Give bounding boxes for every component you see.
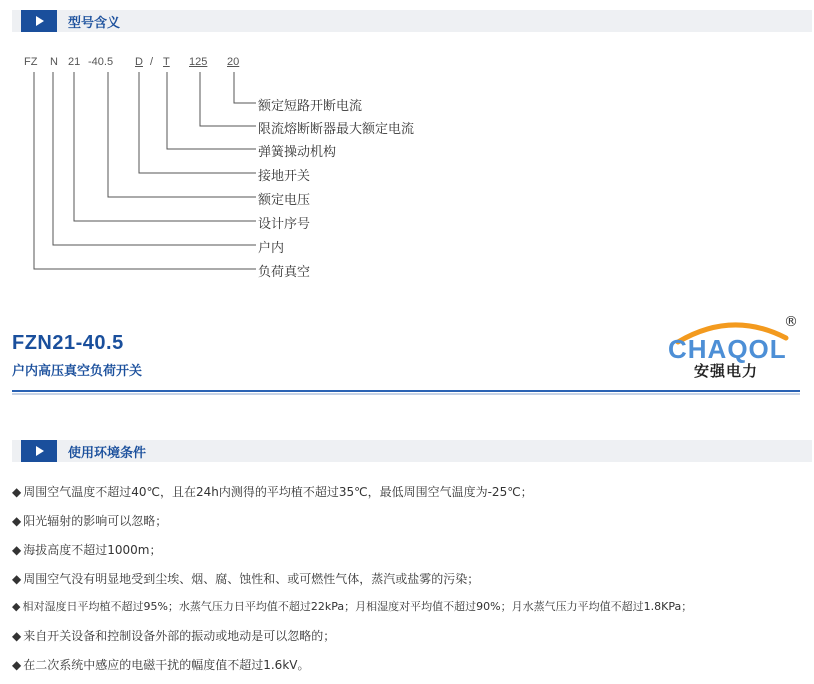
code-d: D — [135, 56, 143, 68]
annotation-earthing-switch: 接地开关 — [258, 169, 311, 184]
divider-shadow — [12, 393, 800, 395]
product-name: 户内高压真空负荷开关 — [12, 364, 143, 379]
bullet-icon: ◆ — [12, 514, 22, 528]
code-slash: / — [150, 56, 154, 68]
bullet-icon: ◆ — [12, 572, 22, 586]
condition-item: ◆ 海拔高度不超过1000m； — [12, 543, 162, 557]
code-t: T — [163, 56, 170, 68]
annotation-indoor: 户内 — [258, 241, 285, 256]
code-fz: FZ — [24, 56, 38, 68]
section-header-conditions — [12, 440, 812, 462]
annotation-design-number: 设计序号 — [258, 217, 311, 232]
logo-text: CHAQOL — [668, 334, 787, 364]
bullet-icon: ◆ — [12, 658, 22, 672]
annotation-breaking-current: 额定短路开断电流 — [258, 99, 363, 114]
annotation-fuse-current: 限流熔断断器最大额定电流 — [258, 122, 415, 137]
section-title: 型号含义 — [68, 16, 121, 31]
condition-item: ◆ 阳光辐射的影响可以忽略； — [12, 514, 168, 528]
code-n: N — [50, 56, 58, 68]
bullet-icon: ◆ — [12, 629, 22, 643]
annotation-spring-mechanism: 弹簧操动机构 — [258, 145, 337, 160]
bullet-icon: ◆ — [12, 485, 22, 499]
condition-item: ◆ 相对湿度日平均植不超过95%；水蒸气压力日平均值不超过22kPa；月相湿度对平均值不超过90%；月水蒸气压力平均值不超过1.8KPa； — [12, 600, 693, 613]
divider — [12, 390, 800, 392]
logo-chinese: 安强电力 — [694, 362, 759, 380]
annotation-load-vacuum: 负荷真空 — [258, 265, 311, 280]
play-icon — [21, 440, 57, 462]
condition-item: ◆ 周围空气温度不超过40℃，且在24h内测得的平均植不超过35℃，最低周围空气温度为-25℃； — [12, 485, 533, 499]
bullet-icon: ◆ — [12, 543, 22, 557]
model-diagram-lines — [0, 0, 814, 300]
code-breaking: 20 — [227, 56, 240, 68]
code-current: 125 — [189, 56, 208, 68]
annotation-rated-voltage: 额定电压 — [258, 193, 311, 208]
product-model: FZN21-40.5 — [12, 332, 124, 354]
condition-item: ◆ 周围空气没有明显地受到尘埃、烟、腐、蚀性和、或可燃性气体，蒸汽或盐雾的污染； — [12, 572, 480, 586]
condition-item: ◆ 在二次系统中感应的电磁干扰的幅度值不超过1.6kV。 — [12, 658, 310, 672]
section-title: 使用环境条件 — [68, 446, 147, 461]
condition-item: ◆ 来自开关设备和控制设备外部的振动或地动是可以忽略的； — [12, 629, 336, 643]
bullet-icon: ◆ — [12, 600, 21, 613]
registered-mark: ® — [784, 314, 798, 330]
brand-logo — [666, 316, 806, 386]
code-series: 21 — [68, 56, 81, 68]
code-voltage: -40.5 — [88, 56, 114, 68]
